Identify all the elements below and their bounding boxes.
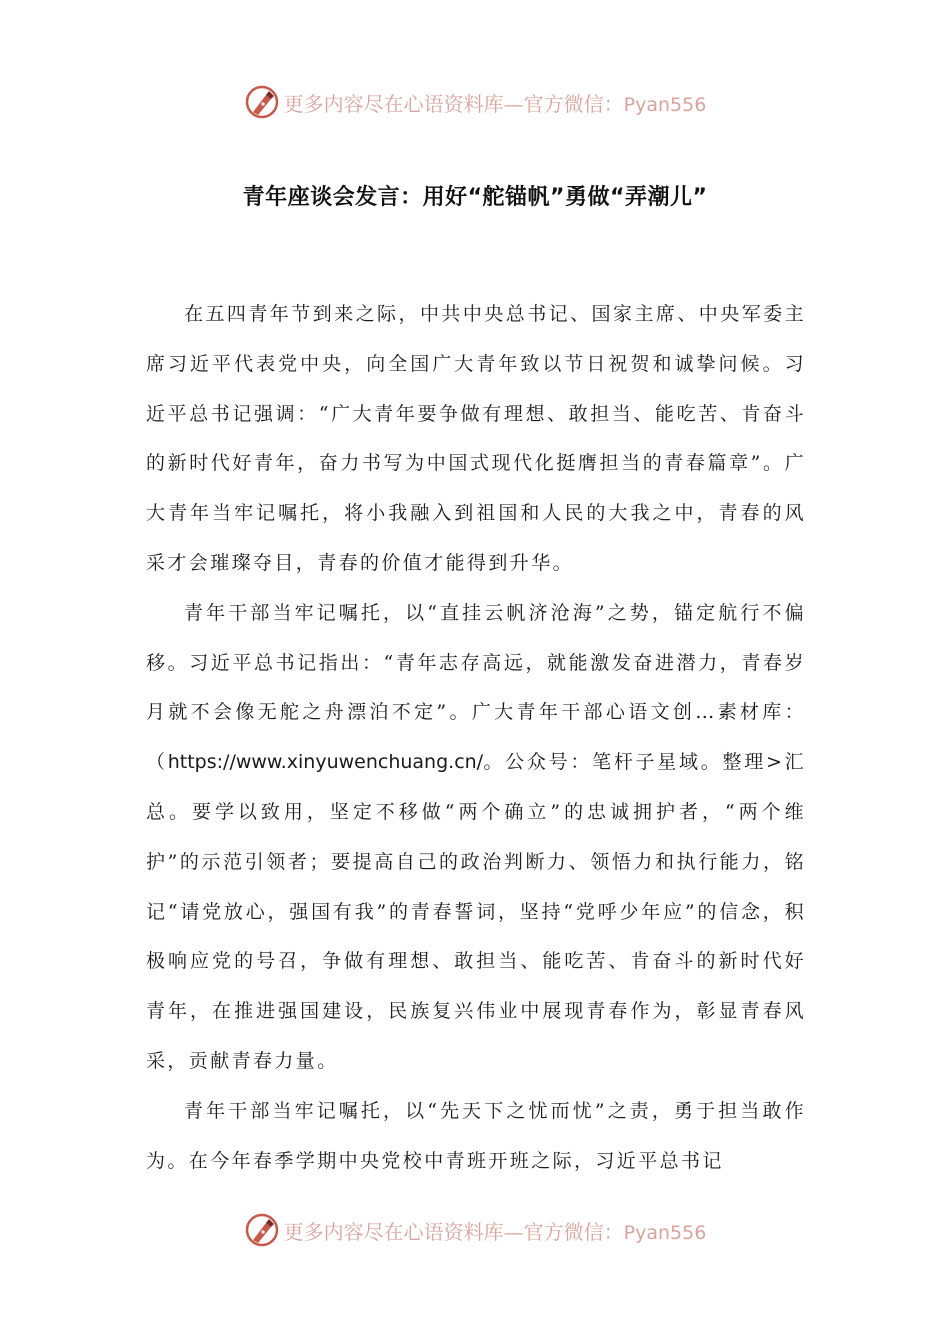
watermark-label: 更多内容尽在心语资料库—官方微信： (283, 1219, 624, 1244)
paragraph-2 (146, 589, 806, 1087)
watermark-handle: Pyan556 (623, 1221, 707, 1244)
watermark-handle: Pyan556 (623, 93, 707, 116)
paragraph-2-text-before: 青年干部当牢记嘱托，以“直挂云帆济沧海”之势，锚定航行不偏移。习近平总书记指出：“青年志存高远，就能激发奋进潜力，青春岁月就不会像无舵之舟漂泊不定”。广大青年干部心语文创…素材库：（ (146, 601, 806, 774)
source-link[interactable]: https://www.xinyuwenchuang.cn/ (167, 751, 484, 774)
document-title: 青年座谈会发言：用好“舵锚帆”勇做“弄潮儿” (242, 185, 708, 210)
paragraph-3: 青年干部当牢记嘱托，以“先天下之忧而忧”之责，勇于担当敢作为。在今年春季学期中央党校中青班开班之际，习近平总书记 (146, 1099, 806, 1172)
watermark-text (284, 88, 707, 117)
header-watermark (0, 82, 950, 122)
document-body (146, 290, 806, 1186)
footer-watermark (0, 1210, 950, 1250)
pen-nib-icon (244, 1212, 280, 1248)
paragraph-2-text-after: 。公众号：笔杆子星域。整理>汇总。要学以致用，坚定不移做“两个确立”的忠诚拥护者，“两个维护”的示范引领者；要提高自己的政治判断力、领悟力和执行能力，铭记“请党放心，强国有我”的青春誓词，坚持“党呼少年应”的信念，积极响应党的号召，争做有理想、敢担当、能吃苦、肯奋斗的新时代好青年，在推进强国建设，民族复兴伟业中展现青春作为，彰显青春风采，贡献青春力量。 (146, 751, 806, 1072)
watermark-text (284, 1216, 707, 1245)
watermark-label: 更多内容尽在心语资料库—官方微信： (283, 91, 624, 116)
pen-nib-icon (244, 84, 280, 120)
paragraph-1: 在五四青年节到来之际，中共中央总书记、国家主席、中央军委主席习近平代表党中央，向全国广大青年致以节日祝贺和诚挚问候。习近平总书记强调：“广大青年要争做有理想、敢担当、能吃苦、肯奋斗的新时代好青年，奋力书写为中国式现代化挺膺担当的青春篇章”。广大青年当牢记嘱托，将小我融入到祖国和人民的大我之中，青春的风采才会璀璨夺目，青春的价值才能得到升华。 (146, 303, 806, 574)
